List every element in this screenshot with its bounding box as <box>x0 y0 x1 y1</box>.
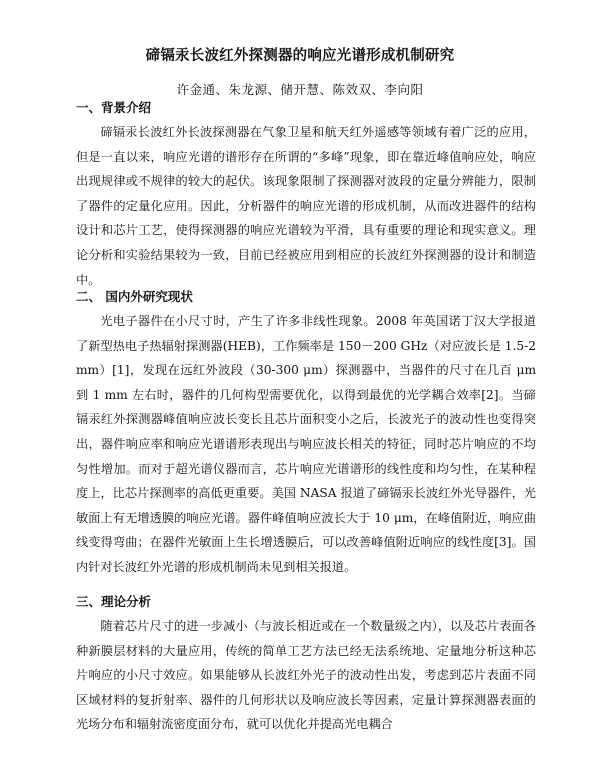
section-research-status <box>76 285 536 580</box>
section-heading: 一、背景介绍 <box>76 100 152 115</box>
section-heading: 三、理论分析 <box>76 594 152 609</box>
section-background <box>76 96 536 292</box>
paper-title: 碲镉汞长波红外探测器的响应光谱形成机制研究 <box>145 48 455 64</box>
section-heading: 二、 国内外研究现状 <box>76 289 193 304</box>
section-theory-analysis <box>76 590 536 737</box>
author-list: 许金通、朱龙源、储开慧、陈效双、李向阳 <box>176 82 424 97</box>
section-paragraph: 碲镉汞长波红外长波探测器在气象卫星和航天红外遥感等领域有着广泛的应用，但是一直以来，响应光谱的谱形存在所谓的“多峰”现象，即在靠近峰值响应处，响应出现规律或不规律的较大的起伏。该现象限制了探测器对波段的定量分辨能力，限制了器件的定量化应用。因此，分析器件的响应光谱的形成机制，从而改进器件的结构设计和芯片工艺，使得探测器的响应光谱较为平滑，具有重要的理论和现实意义。理论分析和实验结果较为一致，目前已经被应用到相应的长波红外探测器的设计和制造中。 <box>76 125 536 287</box>
section-paragraph: 随着芯片尺寸的进一步减小（与波长相近或在一个数量级之内），以及芯片表面各种新膜层材料的大量应用，传统的简单工艺方法已经无法系统地、定量地分析这种芯片响应的小尺寸效应。如果能够从长波红外光子的波动性出发，考虑到芯片表面不同区域材料的复折射率、器件的几何形状以及响应波长等因素，定量计算探测器表面的光场分布和辐射流密度面分布，就可以优化并提高光电耦合 <box>76 619 536 732</box>
section-paragraph: 光电子器件在小尺寸时，产生了许多非线性现象。2008 年英国诺丁汉大学报道了新型热电子热辐射探测器(HEB)，工作频率是 150－200 GHz（对应波长是 1.5-2 mm）[1]，发现在远红外波段（30-300 μm）探测器中，当器件的尺寸在几百 μm 到 1 mm 左右时，器件的几何构型需要优化，以得到最优的光学耦合效率[2]。当碲镉汞红外探测器峰值响应波长变长且芯片面积变小之后，长波光子的波动性也变得突出，器件响应率和响应光谱谱形表现出与响应波长相关的特征，同时芯片响应的不均匀性增加。而对于超光谱仪器而言，芯片响应光谱谱形的线性度和均匀性，在某种程度上，比芯片探测率的高低更重要。美国 NASA 报道了碲镉汞长波红外光导器件，光敏面上有无增透膜的响应光谱。器件峰值响应波长大于 10 μm，在峰值附近，响应曲线变得弯曲；在器件光敏面上生长增透膜后，可以改善峰值附近响应的线性度[3]。国内针对长波红外光谱的形成机制尚未见到相关报道。 <box>76 314 536 574</box>
